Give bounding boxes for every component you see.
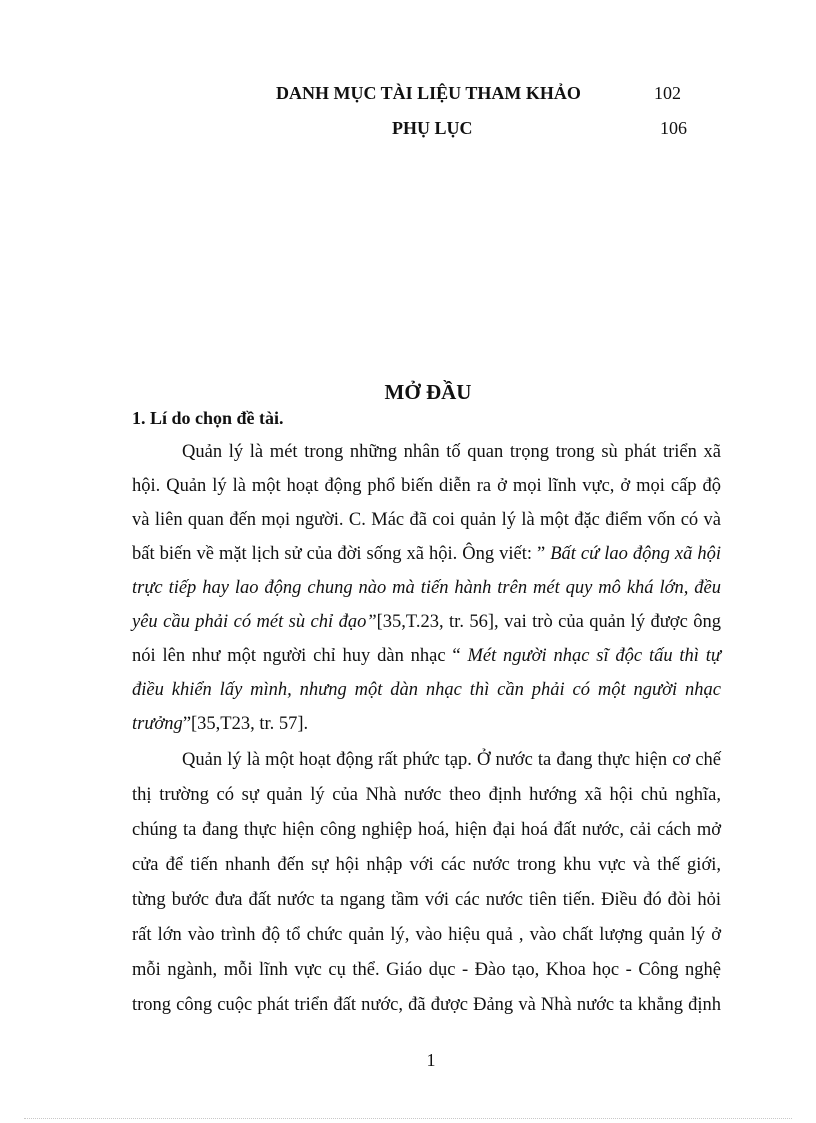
toc-entry-references: DANH MỤC TÀI LIỆU THAM KHẢO — [276, 83, 581, 103]
paragraph-2-line-5: từng bước đưa đất nước ta ngang tầm với các nước tiên tiến. Điều đó đòi hỏi — [132, 890, 721, 910]
quote-2-middle: điều khiển lấy mình, nhưng một dàn nhạc thì cần phải có một người nhạc — [132, 680, 721, 700]
paragraph-1-line-7-text: nói lên như một người chỉ huy dàn nhạc “ — [132, 646, 468, 666]
paragraph-2-line-7: mỗi ngành, mỗi lĩnh vực cụ thể. Giáo dục - Đào tạo, Khoa học - Công nghệ — [132, 960, 721, 980]
toc-entry-appendix: PHỤ LỤC — [392, 118, 473, 138]
citation-1: [35,T.23, tr. 56], vai trò của quản lý được ông — [376, 612, 721, 632]
page-bottom-border — [24, 1118, 792, 1119]
paragraph-2-line-4: cửa để tiến nhanh đến sự hội nhập với các nước trong khu vực và thế giới, — [132, 855, 721, 875]
toc-page-appendix: 106 — [660, 118, 687, 138]
quote-1-middle: trực tiếp hay lao động chung nào mà tiến hành trên mét quy mô khá lớn, đều — [132, 578, 721, 598]
quote-2-start: Mét người nhạc sĩ độc tấu thì tự — [467, 646, 722, 666]
paragraph-2-line-3: chúng ta đang thực hiện công nghiệp hoá, hiện đại hoá đất nước, cải cách mở — [132, 820, 721, 840]
paragraph-1-line-3: và liên quan đến mọi người. C. Mác đã coi quản lý là một đặc điểm vốn có và — [132, 510, 721, 530]
paragraph-1-line-7 — [132, 644, 721, 668]
page-number: 1 — [426, 1050, 436, 1070]
paragraph-1-line-2: hội. Quản lý là một hoạt động phổ biến diễn ra ở mọi lĩnh vực, ở mọi cấp độ — [132, 476, 721, 496]
toc-page-references: 102 — [654, 83, 681, 103]
paragraph-1-line-4-text: bất biến về mặt lịch sử của đời sống xã hội. Ông viết: ” — [132, 544, 551, 564]
paragraph-1-line-8 — [132, 678, 721, 702]
quote-1-end: yêu cầu phải có mét sù chỉ đạo” — [132, 612, 377, 632]
quote-1-start: Bất cứ lao động xã hội — [550, 544, 721, 564]
paragraph-1-line-5 — [132, 576, 721, 600]
paragraph-1-line-6 — [132, 610, 721, 634]
paragraph-1-line-4 — [132, 542, 721, 566]
paragraph-2-line-1: Quản lý là một hoạt động rất phức tạp. Ở nước ta đang thực hiện cơ chế — [182, 750, 721, 770]
paragraph-2-line-8: trong công cuộc phát triển đất nước, đã được Đảng và Nhà nước ta khẳng định — [132, 995, 721, 1015]
quote-2-end: trưởng — [132, 714, 183, 734]
subsection-title: 1. Lí do chọn đề tài. — [132, 408, 284, 428]
paragraph-2-line-2: thị trường có sự quản lý của Nhà nước theo định hướng xã hội chủ nghĩa, — [132, 785, 721, 805]
paragraph-1-line-1: Quản lý là mét trong những nhân tố quan trọng trong sù phát triển xã — [182, 442, 721, 462]
citation-2: ”[35,T23, tr. 57]. — [182, 714, 309, 734]
paragraph-2-line-6: rất lớn vào trình độ tổ chức quản lý, vào hiệu quả , vào chất lượng quản lý ở — [132, 925, 721, 945]
section-title: MỞ ĐẦU — [384, 380, 472, 404]
paragraph-1-line-9 — [132, 712, 721, 736]
